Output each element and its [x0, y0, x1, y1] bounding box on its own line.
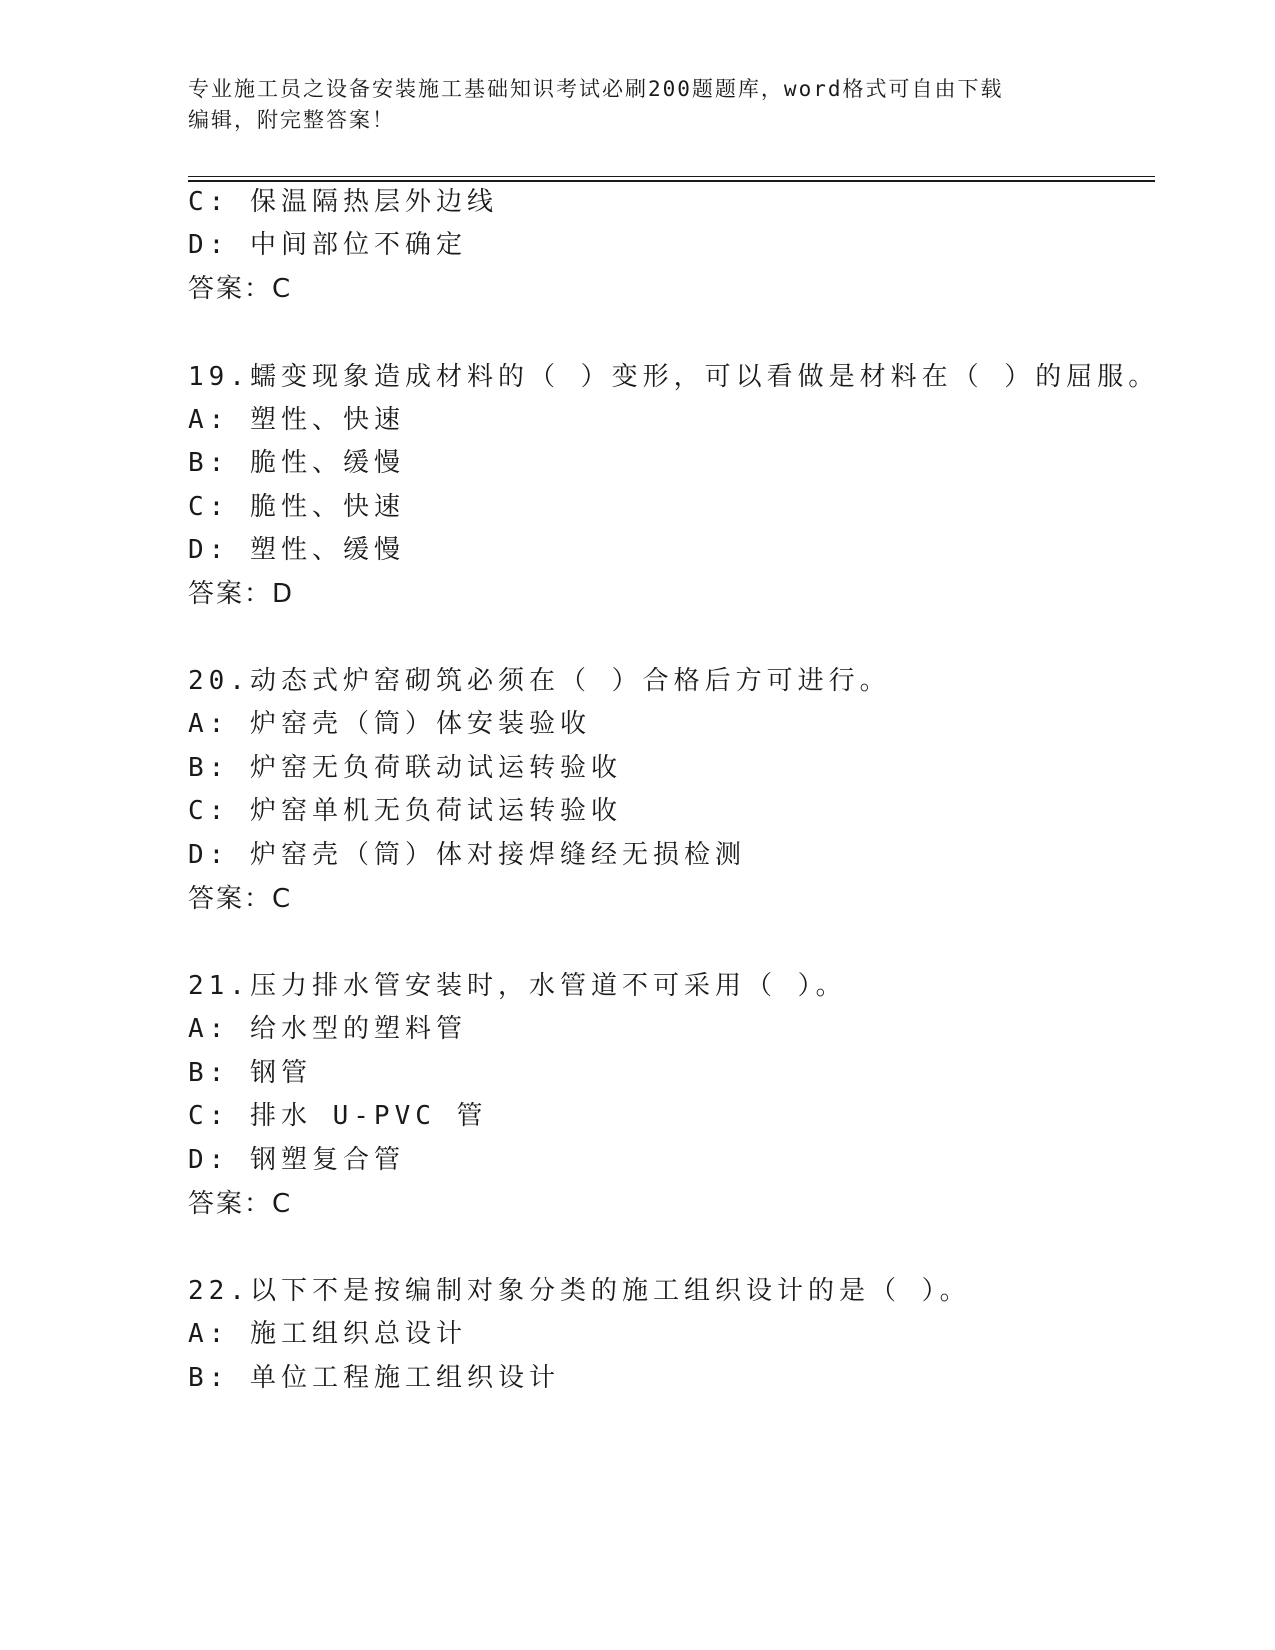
q20-option-a: A: 炉窑壳（筒）体安装验收: [188, 709, 591, 739]
q21-stem: 21.压力排水管安装时，水管道不可采用（ ）。: [188, 971, 847, 1001]
q19-option-c: C: 脆性、快速: [188, 492, 405, 522]
q20-option-c: C: 炉窑单机无负荷试运转验收: [188, 796, 622, 826]
header-divider-thick: [188, 180, 1155, 182]
q18-option-d: D: 中间部位不确定: [188, 230, 467, 260]
q22-option-b: B: 单位工程施工组织设计: [188, 1363, 560, 1393]
q19-option-a: A: 塑性、快速: [188, 405, 405, 435]
q19-stem: 19.蠕变现象造成材料的（ ）变形，可以看做是材料在（ ）的屈服。: [188, 362, 1160, 392]
q22-stem: 22.以下不是按编制对象分类的施工组织设计的是（ ）。: [188, 1276, 971, 1306]
header-title-line-2: 编辑，附完整答案！: [188, 108, 395, 132]
q20-option-d: D: 炉窑壳（筒）体对接焊缝经无损检测: [188, 840, 746, 870]
q21-option-d: D: 钢塑复合管: [188, 1145, 405, 1175]
q21-answer: 答案：C: [188, 1189, 293, 1219]
q18-option-c: C: 保温隔热层外边线: [188, 187, 498, 217]
q19-option-b: B: 脆性、缓慢: [188, 448, 405, 478]
header-divider-thin: [188, 176, 1155, 177]
q21-option-c: C: 排水 U-PVC 管: [188, 1101, 488, 1131]
q20-stem: 20.动态式炉窑砌筑必须在（ ）合格后方可进行。: [188, 666, 891, 696]
q21-option-a: A: 给水型的塑料管: [188, 1014, 467, 1044]
document-header: [188, 74, 1088, 136]
header-title-line-1: 专业施工员之设备安装施工基础知识考试必刷200题题库，word格式可自由下载: [188, 77, 1004, 101]
q22-option-a: A: 施工组织总设计: [188, 1319, 467, 1349]
q20-answer: 答案：C: [188, 884, 293, 914]
q18-answer: 答案：C: [188, 274, 293, 304]
q19-answer: 答案：D: [188, 579, 295, 609]
q21-option-b: B: 钢管: [188, 1058, 312, 1088]
q20-option-b: B: 炉窑无负荷联动试运转验收: [188, 753, 622, 783]
q19-option-d: D: 塑性、缓慢: [188, 535, 405, 565]
